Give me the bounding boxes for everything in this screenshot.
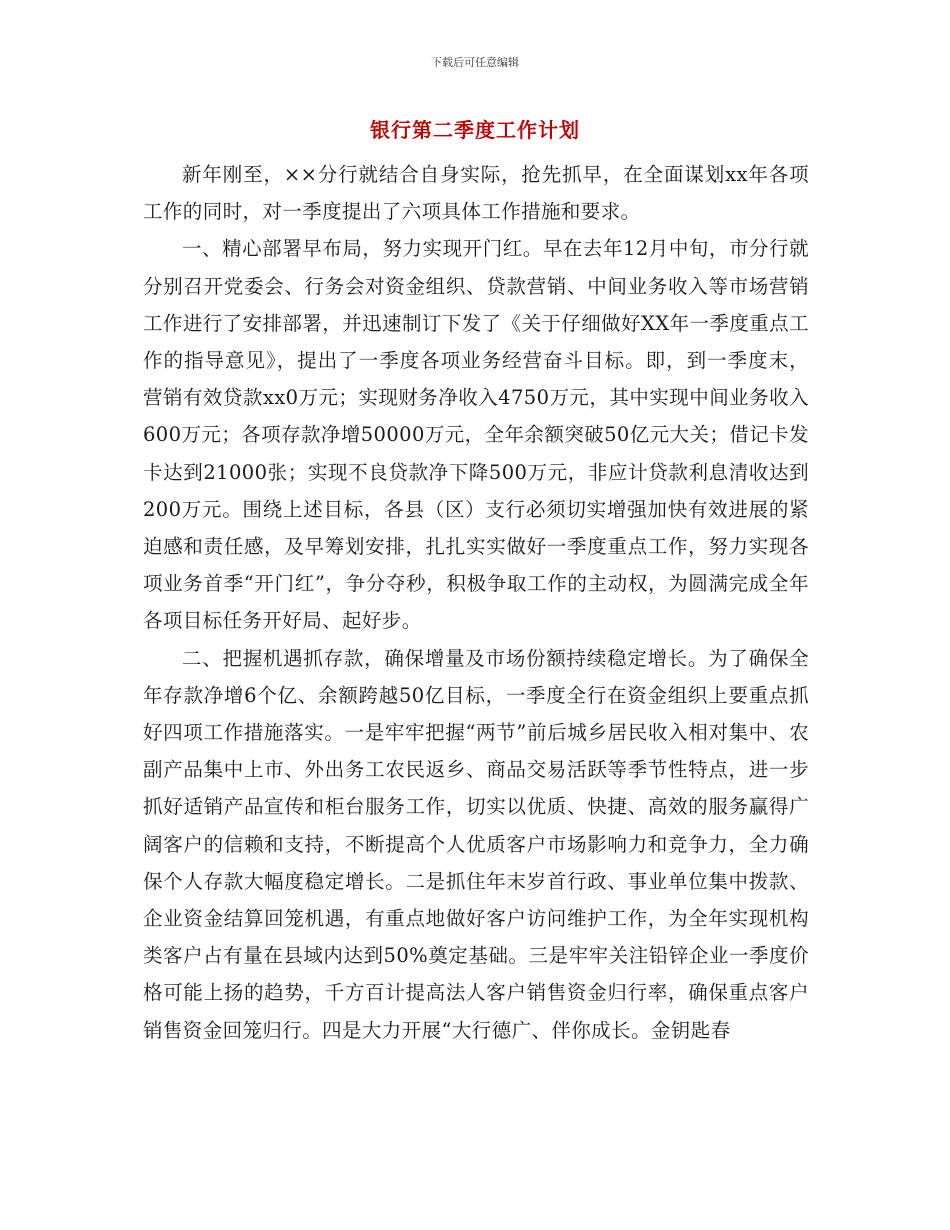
paragraph-section-2: 二、把握机遇抓存款，确保增量及市场份额持续稳定增长。为了确保全年存款净增6个亿、余额跨越50亿目标，一季度全行在资金组织上要重点抓好四项工作措施落实。一是牢牢把握“两节”前后城乡居民收入相对集中、农副产品集中上市、外出务工农民返乡、商品交易活跃等季节性特点，进一步抓好适销产品宣传和柜台服务工作，切实以优质、快捷、高效的服务赢得广阔客户的信赖和支持，不断提高个人优质客户市场影响力和竞争力，全力确保个人存款大幅度稳定增长。二是抓住年末岁首行政、事业单位集中拨款、企业资金结算回笼机遇，有重点地做好客户访问维护工作，为全年实现机构类客户占有量在县域内达到50%奠定基础。三是牢牢关注铅锌企业一季度价格可能上扬的趋势，千方百计提高法人客户销售资金归行率，确保重点客户销售资金回笼归行。四是大力开展“大行德广、伴你成长。金钥匙春: [143, 646, 809, 1042]
document-body: [143, 156, 809, 1049]
document-title: 银行第二季度工作计划: [370, 118, 580, 142]
header-note: 下载后可任意编辑: [431, 56, 519, 69]
paragraph-intro: 新年刚至，××分行就结合自身实际，抢先抓早，在全面谋划xx年各项工作的同时，对一季度提出了六项具体工作措施和要求。: [143, 163, 809, 224]
paragraph-section-1: 一、精心部署早布局，努力实现开门红。早在去年12月中旬，市分行就分别召开党委会、行务会对资金组织、贷款营销、中间业务收入等市场营销工作进行了安排部署，并迅速制订下发了《关于仔细做好XX年一季度重点工作的指导意见》，提出了一季度各项业务经营奋斗目标。即，到一季度末，营销有效贷款xx0万元；实现财务净收入4750万元，其中实现中间业务收入600万元；各项存款净增50000万元，全年余额突破50亿元大关；借记卡发卡达到21000张；实现不良贷款净下降500万元，非应计贷款利息清收达到200万元。围绕上述目标，各县（区）支行必须切实增强加快有效进展的紧迫感和责任感，及早筹划安排，扎扎实实做好一季度重点工作，努力实现各项业务首季“开门红”，争分夺秒，积极争取工作的主动权，为圆满完成全年各项目标任务开好局、起好步。: [143, 237, 809, 633]
